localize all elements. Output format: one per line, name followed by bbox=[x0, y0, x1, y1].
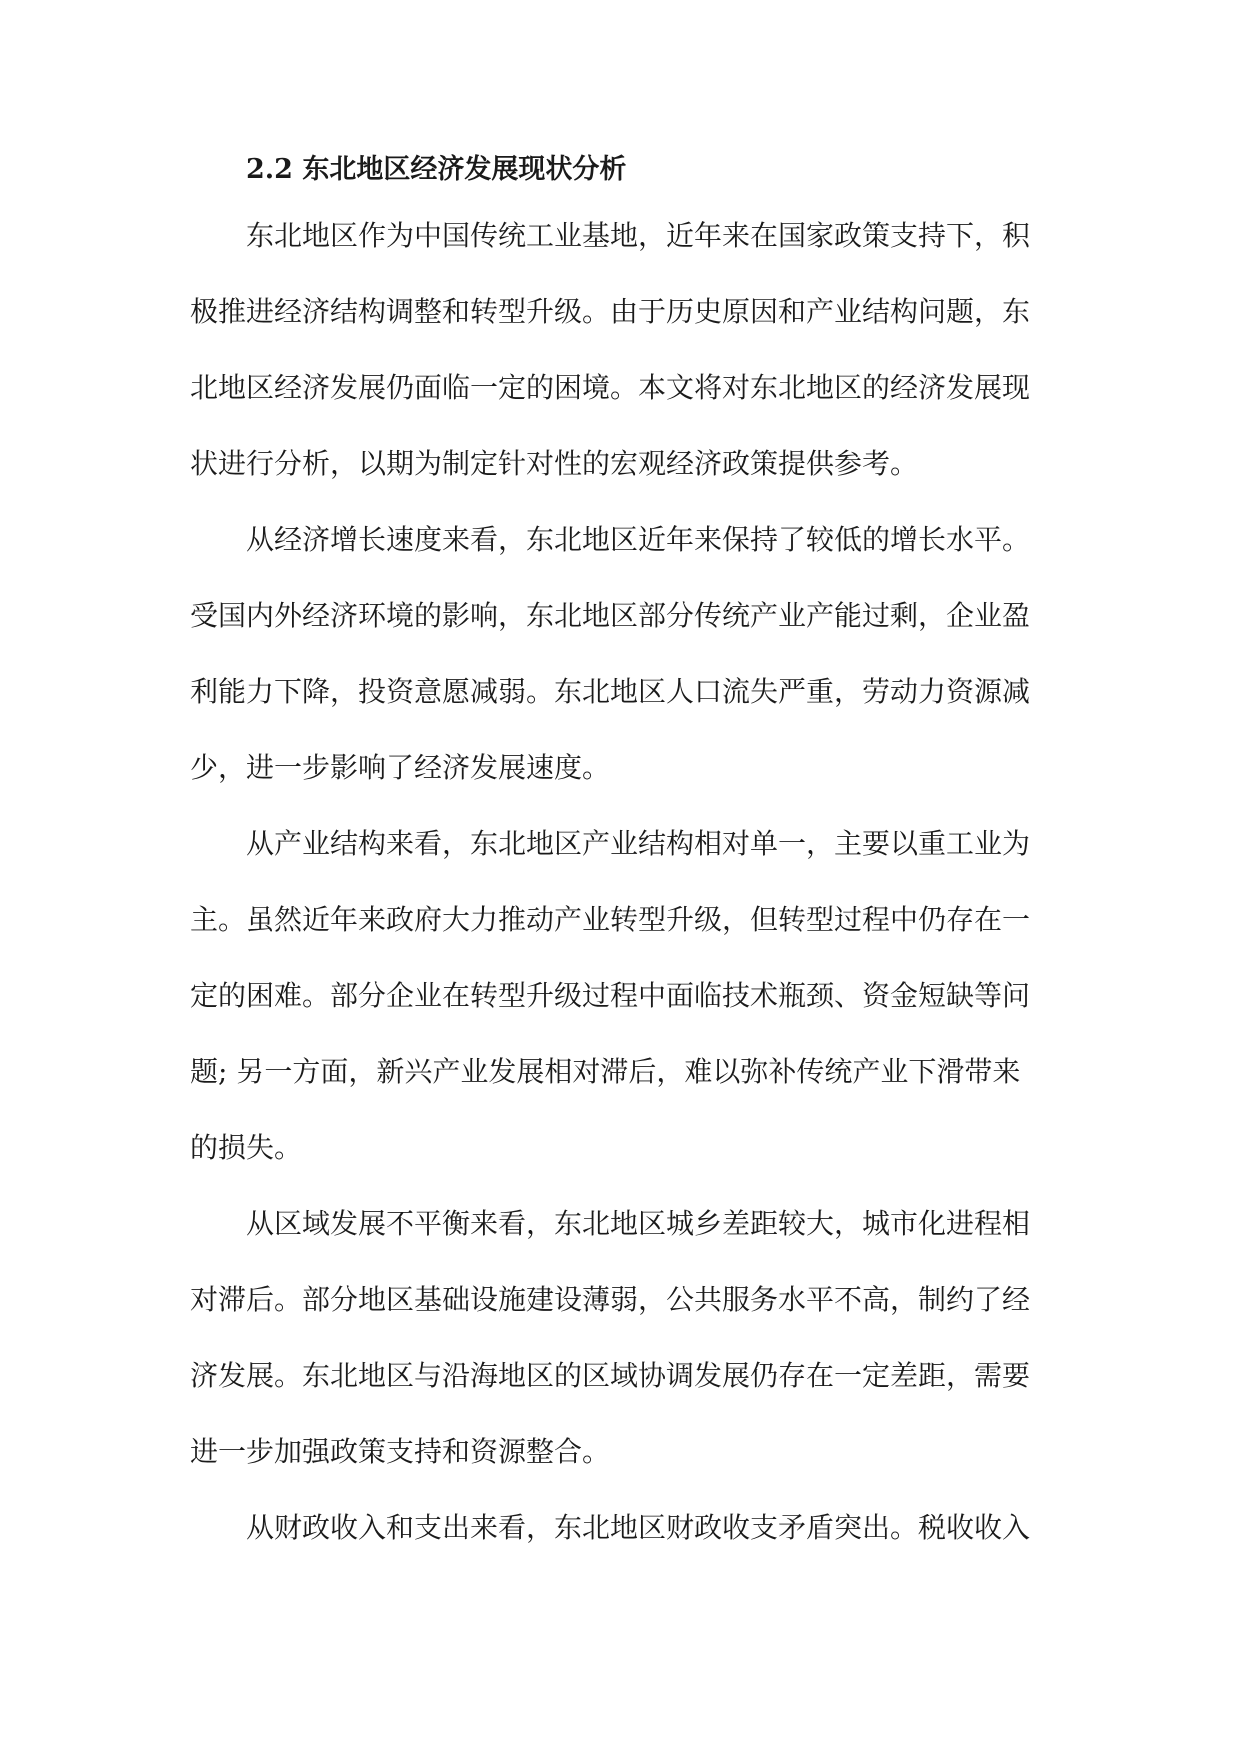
text-line: 少，进一步影响了经济发展速度。 bbox=[190, 751, 611, 784]
text-line: 利能力下降，投资意愿减弱。东北地区人口流失严重，劳动力资源减 bbox=[190, 675, 1031, 708]
text-line: 东北地区作为中国传统工业基地，近年来在国家政策支持下，积 bbox=[246, 219, 1031, 252]
text-line: 从经济增长速度来看，东北地区近年来保持了较低的增长水平。 bbox=[246, 523, 1031, 556]
text-line: 极推进经济结构调整和转型升级。由于历史原因和产业结构问题，东 bbox=[190, 295, 1031, 328]
text-line: 从产业结构来看，东北地区产业结构相对单一，主要以重工业为 bbox=[246, 827, 1031, 860]
text-line: 题; 另一方面，新兴产业发展相对滞后，难以弥补传统产业下滑带来 bbox=[190, 1055, 1021, 1088]
text-line: 的损失。 bbox=[190, 1131, 303, 1164]
text-line: 状进行分析，以期为制定针对性的宏观经济政策提供参考。 bbox=[190, 447, 919, 480]
text-line: 定的困难。部分企业在转型升级过程中面临技术瓶颈、资金短缺等问 bbox=[190, 979, 1031, 1012]
text-line: 主。虽然近年来政府大力推动产业转型升级，但转型过程中仍存在一 bbox=[190, 903, 1031, 936]
text-line: 从区域发展不平衡来看，东北地区城乡差距较大，城市化进程相 bbox=[246, 1207, 1031, 1240]
text-line: 对滞后。部分地区基础设施建设薄弱，公共服务水平不高，制约了经 bbox=[190, 1283, 1031, 1316]
paragraph-regional bbox=[190, 1186, 1070, 1490]
text-line: 从财政收入和支出来看，东北地区财政收支矛盾突出。税收收入 bbox=[246, 1511, 1031, 1544]
paragraph-intro bbox=[190, 198, 1070, 502]
text-line: 济发展。东北地区与沿海地区的区域协调发展仍存在一定差距，需要 bbox=[190, 1359, 1031, 1392]
text-line: 受国内外经济环境的影响，东北地区部分传统产业产能过剩，企业盈 bbox=[190, 599, 1031, 632]
paragraph-industry bbox=[190, 806, 1070, 1186]
text-line: 北地区经济发展仍面临一定的困境。本文将对东北地区的经济发展现 bbox=[190, 371, 1031, 404]
paragraph-fiscal bbox=[190, 1490, 1070, 1566]
paragraph-growth bbox=[190, 502, 1070, 806]
text-line: 进一步加强政策支持和资源整合。 bbox=[190, 1435, 611, 1468]
section-heading: 2.2 东北地区经济发展现状分析 bbox=[246, 154, 627, 185]
